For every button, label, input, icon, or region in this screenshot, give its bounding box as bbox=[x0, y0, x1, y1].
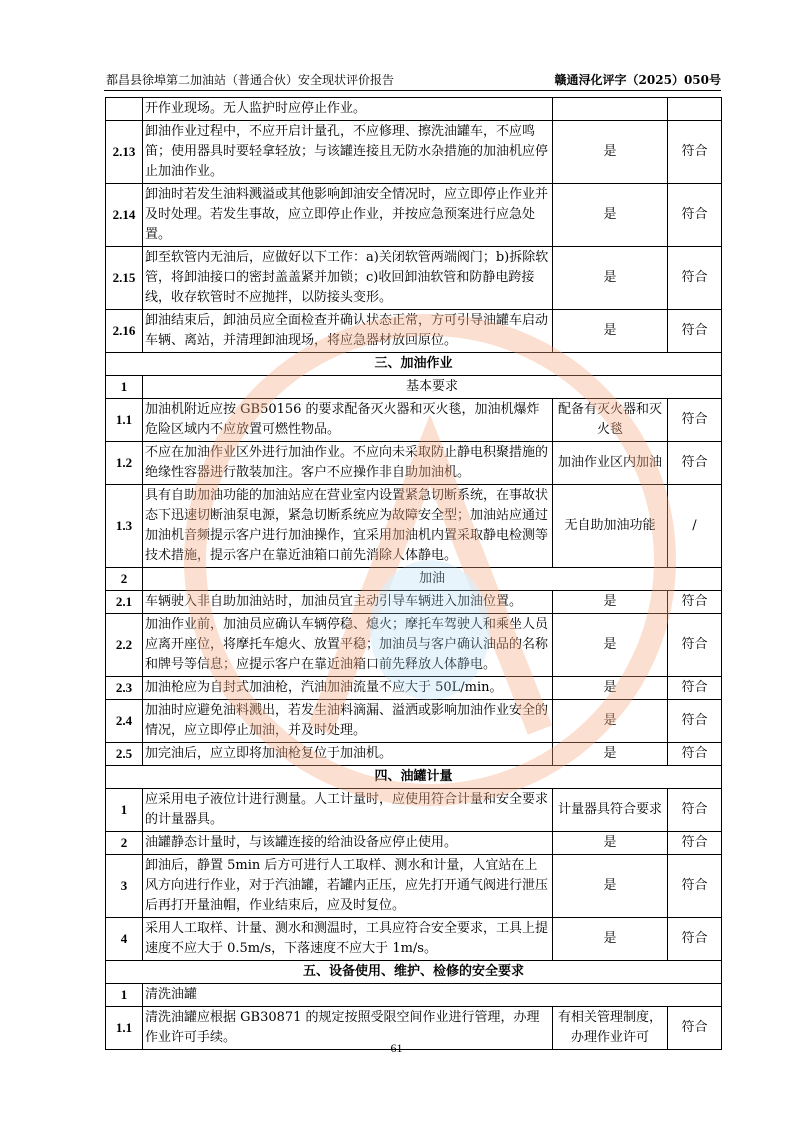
table-row bbox=[106, 677, 722, 700]
actual-status-cell: 加油作业区内加油 bbox=[553, 442, 668, 485]
actual-status-cell: 是 bbox=[553, 614, 668, 677]
table-row bbox=[106, 121, 722, 184]
result-cell: 符合 bbox=[668, 789, 722, 832]
actual-status-cell: 无自助加油功能 bbox=[553, 485, 668, 568]
result-cell: 符合 bbox=[668, 614, 722, 677]
item-number-cell: 1.3 bbox=[106, 485, 143, 568]
result-cell: 符合 bbox=[668, 677, 722, 700]
table-row bbox=[106, 376, 722, 399]
item-number-cell: 2.13 bbox=[106, 121, 143, 184]
table-row bbox=[106, 485, 722, 568]
item-number-cell: 2.2 bbox=[106, 614, 143, 677]
table-row bbox=[106, 700, 722, 743]
actual-status-cell: 是 bbox=[553, 832, 668, 855]
table-row bbox=[106, 247, 722, 310]
actual-status-cell: 是 bbox=[553, 247, 668, 310]
item-number-cell: 2.15 bbox=[106, 247, 143, 310]
actual-status-cell bbox=[553, 98, 668, 121]
actual-status-cell: 是 bbox=[553, 184, 668, 247]
item-number-cell: 2 bbox=[106, 568, 143, 591]
result-cell: 符合 bbox=[668, 591, 722, 614]
item-content-cell: 加完油后，应立即将加油枪复位于加油机。 bbox=[143, 743, 553, 766]
table-row bbox=[106, 591, 722, 614]
actual-status-cell: 有相关管理制度，办理作业许可 bbox=[553, 1007, 668, 1050]
item-number-cell: 2.5 bbox=[106, 743, 143, 766]
actual-status-cell: 是 bbox=[553, 310, 668, 353]
actual-status-cell: 是 bbox=[553, 918, 668, 961]
safety-checklist-table bbox=[105, 97, 722, 1050]
section-header-row bbox=[106, 961, 722, 984]
report-number: 赣通浔化评字（2025）050号 bbox=[554, 73, 721, 87]
actual-status-cell: 配备有灭火器和灭火毯 bbox=[553, 399, 668, 442]
actual-status-cell: 是 bbox=[553, 677, 668, 700]
table-row bbox=[106, 442, 722, 485]
actual-status-cell: 是 bbox=[553, 855, 668, 918]
item-content-cell: 加油机附近应按 GB50156 的要求配备灭火器和灭火毯，加油机爆炸危险区域内不应放置可燃性物品。 bbox=[143, 399, 553, 442]
item-content-cell: 开作业现场。无人监护时应停止作业。 bbox=[143, 98, 553, 121]
item-number-cell: 2 bbox=[106, 832, 143, 855]
item-number-cell: 3 bbox=[106, 855, 143, 918]
item-number-cell: 4 bbox=[106, 918, 143, 961]
item-content-cell: 卸至软管内无油后，应做好以下工作：a)关闭软管两端阀门；b)拆除软管，将卸油接口的密封盖盖紧并加锁；c)收回卸油软管和防静电跨接线，收存软管时不应抛拌，以防接头变形。 bbox=[143, 247, 553, 310]
item-content-cell: 加油枪应为自封式加油枪，汽油加油流量不应大于 50L/min。 bbox=[143, 677, 553, 700]
section-title: 四、油罐计量 bbox=[106, 766, 722, 789]
table-row bbox=[106, 855, 722, 918]
header-divider bbox=[104, 90, 721, 91]
item-content-cell: 卸油结束后，卸油员应全面检查并确认状态正常，方可引导油罐车启动车辆、离站，并清理卸油现场，将应急器材放回原位。 bbox=[143, 310, 553, 353]
subsection-title: 基本要求 bbox=[143, 376, 722, 399]
result-cell: 符合 bbox=[668, 855, 722, 918]
result-cell: 符合 bbox=[668, 184, 722, 247]
actual-status-cell: 计量器具符合要求 bbox=[553, 789, 668, 832]
item-content-cell: 清洗油罐应根据 GB30871 的规定按照受限空间作业进行管理，办理作业许可手续。 bbox=[143, 1007, 553, 1050]
actual-status-cell: 是 bbox=[553, 121, 668, 184]
item-number-cell: 1 bbox=[106, 984, 143, 1007]
table-row bbox=[106, 743, 722, 766]
item-content-cell: 卸油作业过程中，不应开启计量孔，不应修理、擦洗油罐车，不应鸣笛；使用器具时要轻拿轻放；与该罐连接且无防水杂措施的加油机应停止加油作业。 bbox=[143, 121, 553, 184]
subsection-title: 加油 bbox=[143, 568, 722, 591]
section-header-row bbox=[106, 353, 722, 376]
section-title: 五、设备使用、维护、检修的安全要求 bbox=[106, 961, 722, 984]
item-content-cell: 车辆驶入非自助加油站时，加油员宜主动引导车辆进入加油位置。 bbox=[143, 591, 553, 614]
result-cell: 符合 bbox=[668, 1007, 722, 1050]
result-cell bbox=[668, 98, 722, 121]
item-content-cell: 加油时应避免油料溅出，若发生油料滴漏、溢洒或影响加油作业安全的情况，应立即停止加油，并及时处理。 bbox=[143, 700, 553, 743]
item-number-cell bbox=[106, 98, 143, 121]
item-content-cell: 应采用电子液位计进行测量。人工计量时，应使用符合计量和安全要求的计量器具。 bbox=[143, 789, 553, 832]
result-cell: 符合 bbox=[668, 700, 722, 743]
item-content-cell: 不应在加油作业区外进行加油作业。不应向未采取防止静电积聚措施的绝缘性容器进行散装加注。客户不应操作非自助加油机。 bbox=[143, 442, 553, 485]
result-cell: 符合 bbox=[668, 442, 722, 485]
table-row bbox=[106, 98, 722, 121]
table-row bbox=[106, 918, 722, 961]
table-row bbox=[106, 399, 722, 442]
result-cell: 符合 bbox=[668, 310, 722, 353]
actual-status-cell: 是 bbox=[553, 591, 668, 614]
item-number-cell: 1.2 bbox=[106, 442, 143, 485]
item-number-cell: 1 bbox=[106, 789, 143, 832]
result-cell: 符合 bbox=[668, 121, 722, 184]
result-cell: 符合 bbox=[668, 743, 722, 766]
actual-status-cell: 是 bbox=[553, 700, 668, 743]
result-cell: 符合 bbox=[668, 832, 722, 855]
result-cell: 符合 bbox=[668, 247, 722, 310]
section-header-row bbox=[106, 766, 722, 789]
table-row bbox=[106, 984, 722, 1007]
table-row bbox=[106, 568, 722, 591]
report-title: 都昌县徐埠第二加油站（普通合伙）安全现状评价报告 bbox=[106, 73, 395, 87]
result-cell: 符合 bbox=[668, 918, 722, 961]
table-row bbox=[106, 832, 722, 855]
item-content-cell: 油罐静态计量时，与该罐连接的给油设备应停止使用。 bbox=[143, 832, 553, 855]
page-number: 61 bbox=[390, 1041, 403, 1055]
result-cell: 符合 bbox=[668, 399, 722, 442]
item-content-cell: 卸油时若发生油料溅溢或其他影响卸油安全情况时，应立即停止作业并及时处理。若发生事故，应立即停止作业，并按应急预案进行应急处置。 bbox=[143, 184, 553, 247]
item-number-cell: 2.3 bbox=[106, 677, 143, 700]
item-content-cell: 采用人工取样、计量、测水和测温时，工具应符合安全要求，工具上提速度不应大于 0.5m/s，下落速度不应大于 1m/s。 bbox=[143, 918, 553, 961]
item-number-cell: 2.14 bbox=[106, 184, 143, 247]
item-number-cell: 1.1 bbox=[106, 1007, 143, 1050]
item-number-cell: 2.1 bbox=[106, 591, 143, 614]
item-number-cell: 1.1 bbox=[106, 399, 143, 442]
item-number-cell: 1 bbox=[106, 376, 143, 399]
table-row bbox=[106, 789, 722, 832]
item-number-cell: 2.16 bbox=[106, 310, 143, 353]
section-title: 三、加油作业 bbox=[106, 353, 722, 376]
table-row bbox=[106, 184, 722, 247]
item-content-cell: 加油作业前，加油员应确认车辆停稳、熄火；摩托车驾驶人和乘坐人员应离开座位，将摩托车熄火、放置平稳；加油员与客户确认油品的名称和牌号等信息；应提示客户在靠近油箱口前先释放人体静电。 bbox=[143, 614, 553, 677]
item-content-cell: 卸油后，静置 5min 后方可进行人工取样、测水和计量，人宜站在上风方向进行作业，对于汽油罐，若罐内正压，应先打开通气阀进行泄压后再打开量油帽，作业结束后，应及时复位。 bbox=[143, 855, 553, 918]
table-row bbox=[106, 614, 722, 677]
actual-status-cell: 是 bbox=[553, 743, 668, 766]
table-row bbox=[106, 310, 722, 353]
result-cell: / bbox=[668, 485, 722, 568]
subsection-title: 清洗油罐 bbox=[143, 984, 722, 1007]
item-number-cell: 2.4 bbox=[106, 700, 143, 743]
item-content-cell: 具有自助加油功能的加油站应在营业室内设置紧急切断系统，在事故状态下迅速切断油泵电源，紧急切断系统应为故障安全型；加油站应通过加油机音频提示客户进行加油操作，宜采用加油机内置采取静电检测等技术措施，提示客户在靠近油箱口前先消除人体静电。 bbox=[143, 485, 553, 568]
